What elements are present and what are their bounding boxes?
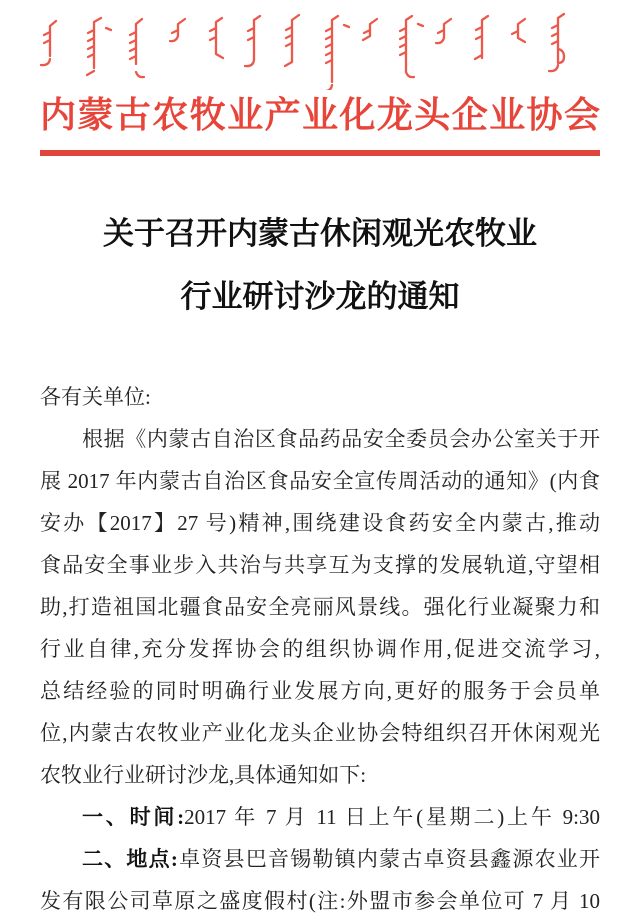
paragraph-line: 展 2017 年内蒙古自治区食品安全宣传周活动的通知》(内食 [40,469,600,493]
paragraph-line: 农牧业行业研讨沙龙,具体通知如下: [40,763,367,787]
paragraph-line: 根据《内蒙古自治区食品药品安全委员会办公室关于开 [82,427,600,451]
org-name: 内蒙古农牧业产业化龙头企业协会 [40,95,600,135]
notice-item-time [40,796,600,838]
salutation: 各有关单位: [40,385,151,409]
notice-body [40,376,600,920]
mongolian-script-banner [40,12,600,90]
paragraph-line: 总结经验的同时明确行业发展方向,更好的服务于会员单 [40,679,600,703]
letterhead-double-rule [40,150,600,156]
paragraph-line: 位,内蒙古农牧业产业化龙头企业协会特组织召开休闲观光 [40,721,600,745]
item-time-label: 一、时间: [82,805,185,829]
item-location-continuation: 发有限公司草原之盛度假村(注:外盟市参会单位可 7 月 10 [40,889,600,913]
notice-title-line-2: 行业研讨沙龙的通知 [180,279,460,314]
item-location-label: 二、地点: [82,847,178,871]
notice-title [40,202,600,328]
notice-item-location [40,838,600,880]
item-time-text: 2017 年 7 月 11 日上午(星期二)上午 9:30 [184,805,600,829]
paragraph-line: 行业自律,充分发挥协会的组织协调作用,促进交流学习, [40,637,600,661]
letterhead [40,12,600,156]
notice-title-line-1: 关于召开内蒙古休闲观光农牧业 [103,216,537,251]
paragraph-line: 食品安全事业步入共治与共享互为支撑的发展轨道,守望相 [40,553,600,577]
paragraph-line: 安办【2017】27 号)精神,围绕建设食药安全内蒙古,推动 [40,511,600,535]
paragraph-line: 助,打造祖国北疆食品安全亮丽风景线。强化行业凝聚力和 [40,595,600,619]
item-location-text: 卓资县巴音锡勒镇内蒙古卓资县鑫源农业开 [177,847,601,871]
